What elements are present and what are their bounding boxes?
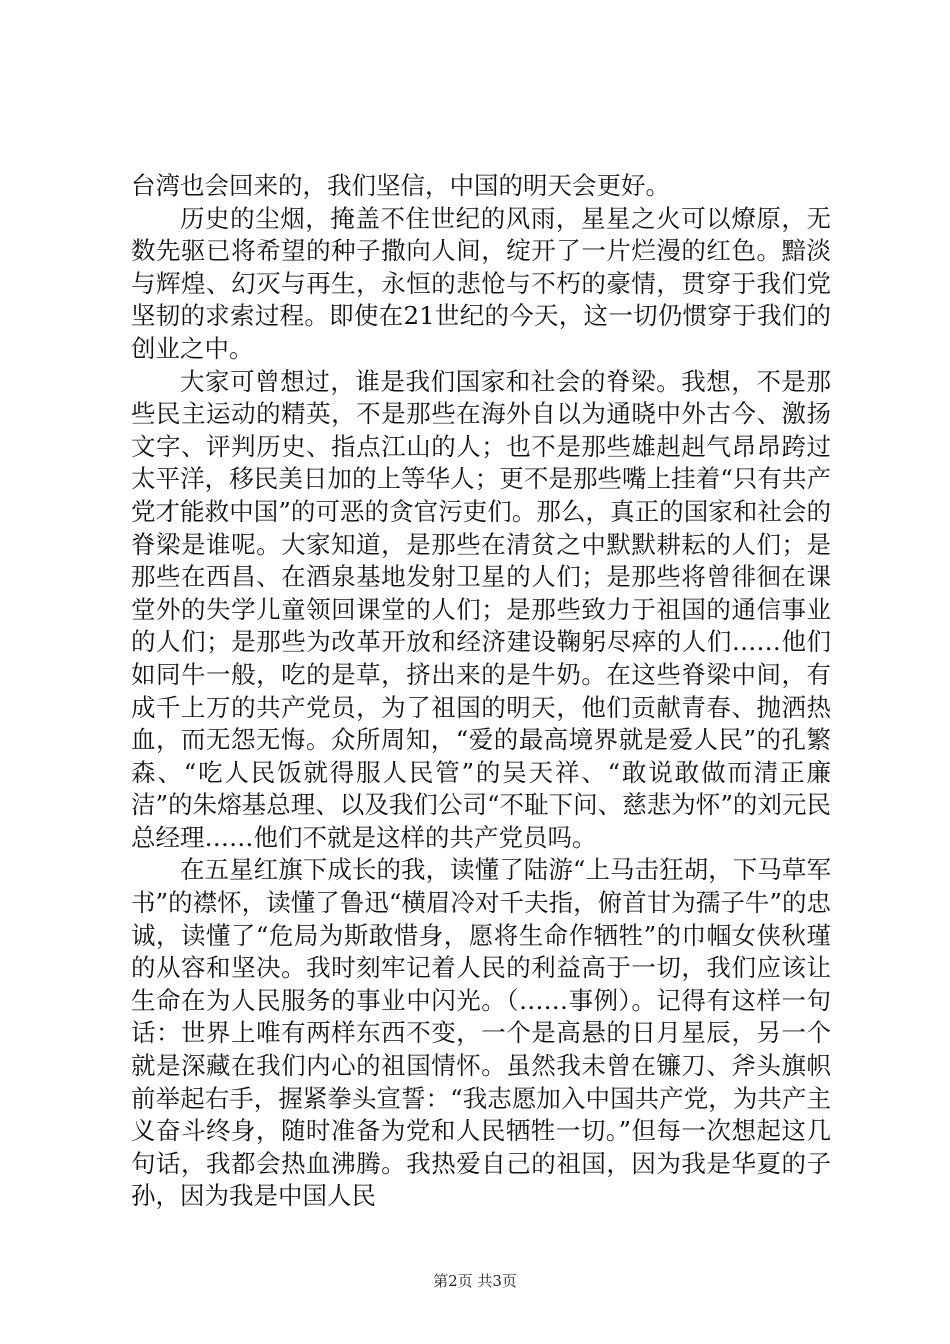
paragraph-4: 在五星红旗下成长的我，读懂了陆游“上马击狂胡，下马草军书”的襟怀，读懂了鲁迅“横眉冷对千夫指，俯首甘为孺子牛”的忠诚，读懂了“危局为斯敢惜身，愿将生命作牺牲”的巾帼女侠秋瑾的从容和坚决。我时刻牢记着人民的利益高于一切，我们应该让生命在为人民服务的事业中闪光。（……事例）。记得有这样一句话：世界上唯有两样东西不变，一个是高悬的日月星辰，另一个就是深藏在我们内心的祖国情怀。虽然我未曾在镰刀、斧头旗帜前举起右手，握紧拳头宣誓：“我志愿加入中国共产党，为共产主义奋斗终身，随时准备为党和人民牺牲一切。”但每一次想起这几句话，我都会热血沸腾。我热爱自己的祖国，因为我是华夏的子孙，因为我是中国人民 bbox=[131, 855, 831, 1211]
paragraph-3: 大家可曾想过，谁是我们国家和社会的脊梁。我想，不是那些民主运动的精英，不是那些在海外自以为通晓中外古今、激扬文字、评判历史、指点江山的人；也不是那些雄赳赳气昂昂跨过太平洋，移民美日加的上等华人；更不是那些嘴上挂着“只有共产党才能救中国”的可恶的贪官污吏们。那么，真正的国家和社会的脊梁是谁呢。大家知道，是那些在清贫之中默默耕耘的人们；是那些在西昌、在酒泉基地发射卫星的人们；是那些将曾徘徊在课堂外的失学儿童领回课堂的人们；是那些致力于祖国的通信事业的人们；是那些为改革开放和经济建设鞠躬尽瘁的人们……他们如同牛一般，吃的是草，挤出来的是牛奶。在这些脊梁中间，有成千上万的共产党员，为了祖国的明天，他们贡献青春、抛洒热血，而无怨无悔。众所周知，“爱的最高境界就是爱人民”的孔繁森、“吃人民饭就得服人民管”的吴天祥、“敢说敢做而清正廉洁”的朱熔基总理、以及我们公司“不耻下问、慈悲为怀”的刘元民总经理……他们不就是这样的共产党员吗。 bbox=[131, 366, 831, 852]
paragraph-2: 历史的尘烟，掩盖不住世纪的风雨，星星之火可以燎原，无数先驱已将希望的种子撒向人间，绽开了一片烂漫的红色。黯淡与辉煌、幻灭与再生，永恒的悲怆与不朽的豪情，贯穿于我们党坚韧的求索过程。即使在21世纪的今天，这一切仍惯穿于我们的创业之中。 bbox=[131, 203, 831, 363]
paragraph-1: 台湾也会回来的，我们坚信，中国的明天会更好。 bbox=[131, 171, 670, 200]
document-body bbox=[131, 170, 831, 1213]
page-number-footer: 第2页 共3页 bbox=[433, 1272, 517, 1290]
